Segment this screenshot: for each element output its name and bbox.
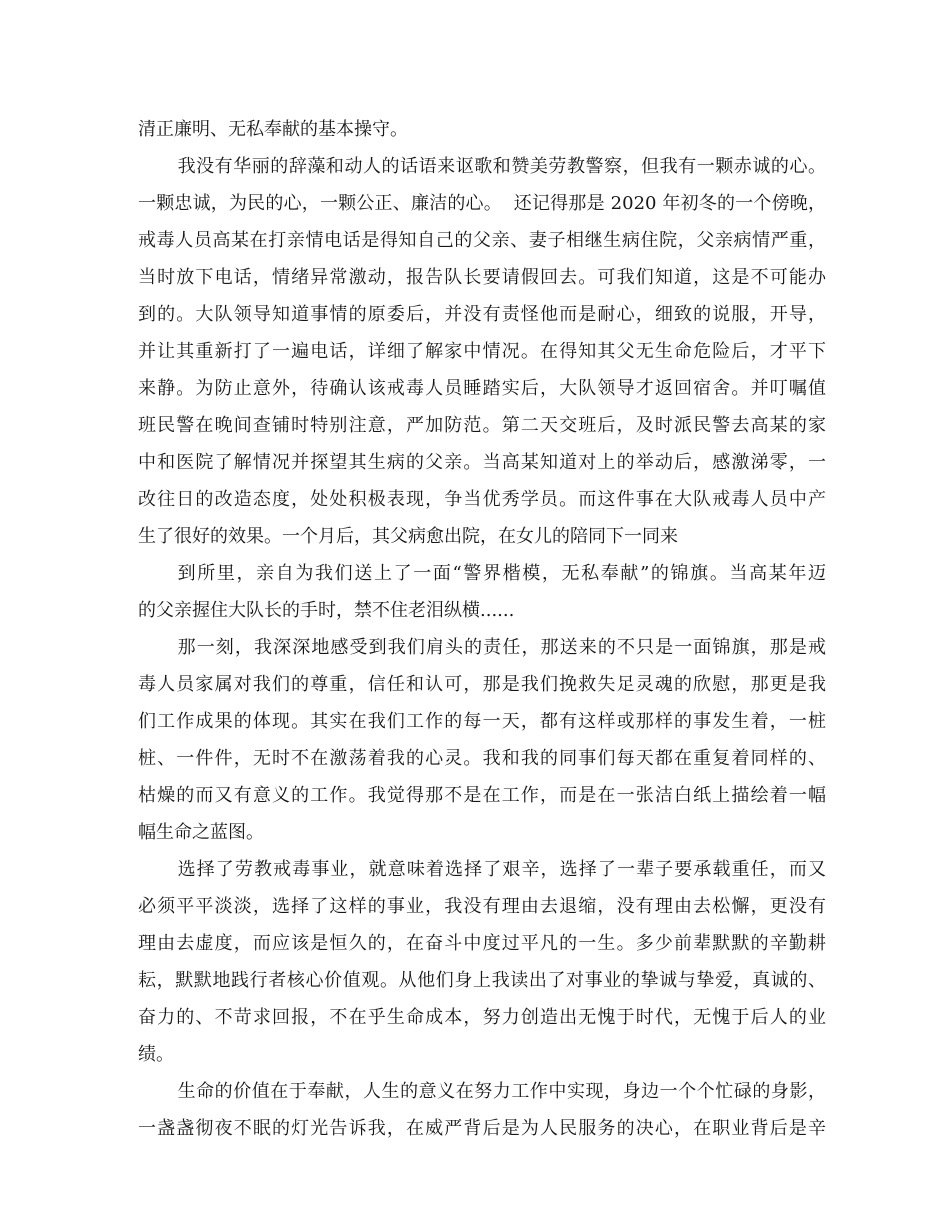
text-line: 一颗忠诚，为民的心，一颗公正、廉洁的心。 还记得那是 2020 年初冬的一个傍晚， bbox=[138, 193, 826, 214]
text-line: 改往日的改造态度，处处积极表现，争当优秀学员。而这件事在大队戒毒人员中产 bbox=[138, 489, 826, 510]
text-line: 必须平平淡淡，选择了这样的事业，我没有理由去退缩，没有理由去松懈，更没有 bbox=[138, 896, 826, 917]
text-line: 当时放下电话，情绪异常激动，报告队长要请假回去。可我们知道，这是不可能办 bbox=[138, 267, 826, 288]
text-line: 桩、一件件，无时不在激荡着我的心灵。我和我的同事们每天都在重复着同样的、 bbox=[138, 748, 826, 769]
text-line: 的父亲握住大队长的手时，禁不住老泪纵横...... bbox=[138, 600, 515, 621]
text-line: 绩。 bbox=[138, 1044, 174, 1065]
text-line: 戒毒人员高某在打亲情电话是得知自己的父亲、妻子相继生病住院，父亲病情严重， bbox=[138, 230, 826, 251]
text-line: 枯燥的而又有意义的工作。我觉得那不是在工作，而是在一张洁白纸上描绘着一幅 bbox=[138, 785, 826, 806]
text-line: 幅生命之蓝图。 bbox=[138, 822, 264, 843]
paragraph-first-line: 到所里，亲自为我们送上了一面“警界楷模，无私奉献”的锦旗。当高某年迈 bbox=[177, 563, 826, 584]
text-line: 中和医院了解情况并探望其生病的父亲。当高某知道对上的举动后，感激涕零，一 bbox=[138, 452, 826, 473]
text-line: 生了很好的效果。一个月后，其父病愈出院，在女儿的陪同下一同来 bbox=[138, 526, 678, 547]
document-body bbox=[138, 111, 826, 1147]
text-line: 奋力的、不苛求回报，不在乎生命成本，努力创造出无愧于时代，无愧于后人的业 bbox=[138, 1007, 826, 1028]
paragraph-first-line: 选择了劳教戒毒事业，就意味着选择了艰辛，选择了一辈子要承载重任，而又 bbox=[177, 859, 826, 880]
text-line: 耘，默默地践行者核心价值观。从他们身上我读出了对事业的挚诚与挚爱，真诚的、 bbox=[138, 970, 826, 991]
text-line: 一盏盏彻夜不眠的灯光告诉我，在威严背后是为人民服务的决心，在职业背后是辛 bbox=[138, 1118, 826, 1139]
paragraph-first-line: 我没有华丽的辞藻和动人的话语来讴歌和赞美劳教警察，但我有一颗赤诚的心。 bbox=[177, 156, 826, 177]
paragraph-first-line: 生命的价值在于奉献，人生的意义在努力工作中实现，身边一个个忙碌的身影， bbox=[177, 1081, 826, 1102]
text-line: 到的。大队领导知道事情的原委后，并没有责怪他而是耐心，细致的说服，开导， bbox=[138, 304, 826, 325]
text-line: 毒人员家属对我们的尊重，信任和认可，那是我们挽救失足灵魂的欣慰，那更是我 bbox=[138, 674, 826, 695]
text-line: 班民警在晚间查铺时特别注意，严加防范。第二天交班后，及时派民警去高某的家 bbox=[138, 415, 826, 436]
paragraph-first-line: 那一刻，我深深地感受到我们肩头的责任，那送来的不只是一面锦旗，那是戒 bbox=[177, 637, 826, 658]
text-line: 并让其重新打了一遍电话，详细了解家中情况。在得知其父无生命危险后，才平下 bbox=[138, 341, 826, 362]
text-line: 来静。为防止意外，待确认该戒毒人员睡踏实后，大队领导才返回宿舍。并叮嘱值 bbox=[138, 378, 826, 399]
text-line: 清正廉明、无私奉献的基本操守。 bbox=[138, 119, 408, 140]
text-line: 们工作成果的体现。其实在我们工作的每一天，都有这样或那样的事发生着，一桩 bbox=[138, 711, 826, 732]
text-line: 理由去虚度，而应该是恒久的，在奋斗中度过平凡的一生。多少前辈默默的辛勤耕 bbox=[138, 933, 826, 954]
